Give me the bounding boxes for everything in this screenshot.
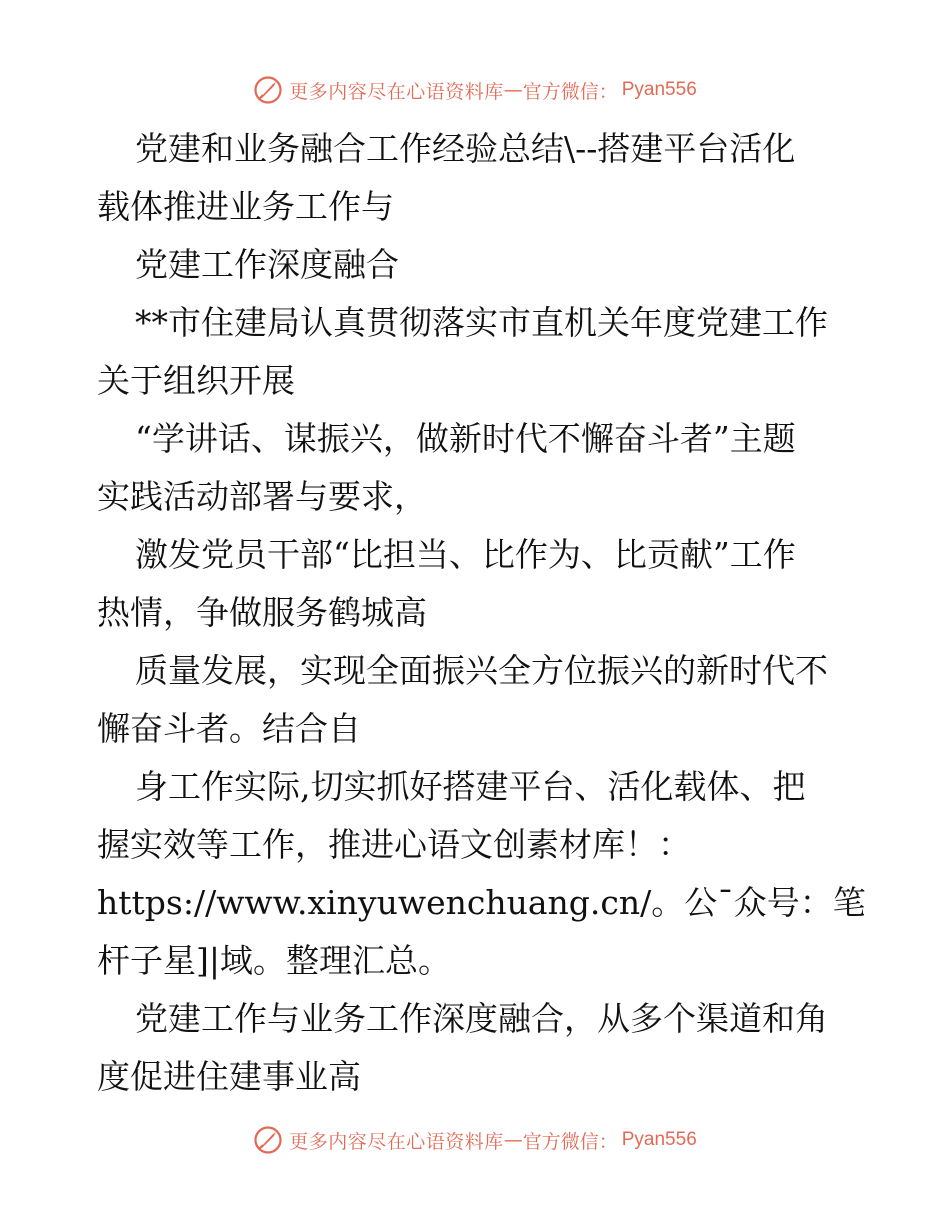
text-line: https://www.xinyuwenchuang.cn/。公¯众号：笔 <box>97 883 866 922</box>
banner-separator: — <box>503 79 523 101</box>
text-line: 度促进住建事业高 <box>97 1057 361 1096</box>
banner-handle: Pyan556 <box>621 1129 697 1150</box>
text-line: **市住建局认真贯彻落实市直机关年度党建工作 <box>135 303 828 342</box>
footer-banner <box>0 1120 950 1160</box>
text-line: 党建工作深度融合 <box>135 245 399 284</box>
text-line: 载体推进业务工作与 <box>97 187 394 226</box>
text-line: 实践活动部署与要求， <box>97 477 427 516</box>
banner-handle: Pyan556 <box>621 79 697 100</box>
banner-label: 官方微信： <box>522 1130 618 1153</box>
text-line: 握实效等工作，推进心语文创素材库！： <box>97 825 691 864</box>
banner-brand: 更多内容尽在心语资料库 <box>289 80 504 103</box>
header-banner <box>0 70 950 110</box>
banner-separator: — <box>503 1129 523 1151</box>
text-line: 身工作实际,切实抓好搭建平台、活化载体、把 <box>135 767 806 806</box>
text-line: “学讲话、谋振兴，做新时代不懈奋斗者”主题 <box>135 419 796 458</box>
text-line: 党建工作与业务工作深度融合，从多个渠道和角 <box>135 999 828 1038</box>
document-body <box>97 120 866 1106</box>
text-line: 懈奋斗者。结合自 <box>97 709 361 748</box>
text-line: 党建和业务融合工作经验总结\--搭建平台活化 <box>135 129 796 168</box>
feather-pen-icon <box>253 1125 283 1155</box>
text-line: 质量发展，实现全面振兴全方位振兴的新时代不 <box>135 651 828 690</box>
text-line: 杆子星]|域。整理汇总。 <box>97 941 451 980</box>
text-line: 激发党员干部“比担当、比作为、比贡献”工作 <box>135 535 796 574</box>
text-line: 关于组织开展 <box>97 361 295 400</box>
banner-label: 官方微信： <box>522 80 618 103</box>
text-line: 热情，争做服务鹤城高 <box>97 593 427 632</box>
feather-pen-icon <box>253 75 283 105</box>
banner-brand: 更多内容尽在心语资料库 <box>289 1130 504 1153</box>
